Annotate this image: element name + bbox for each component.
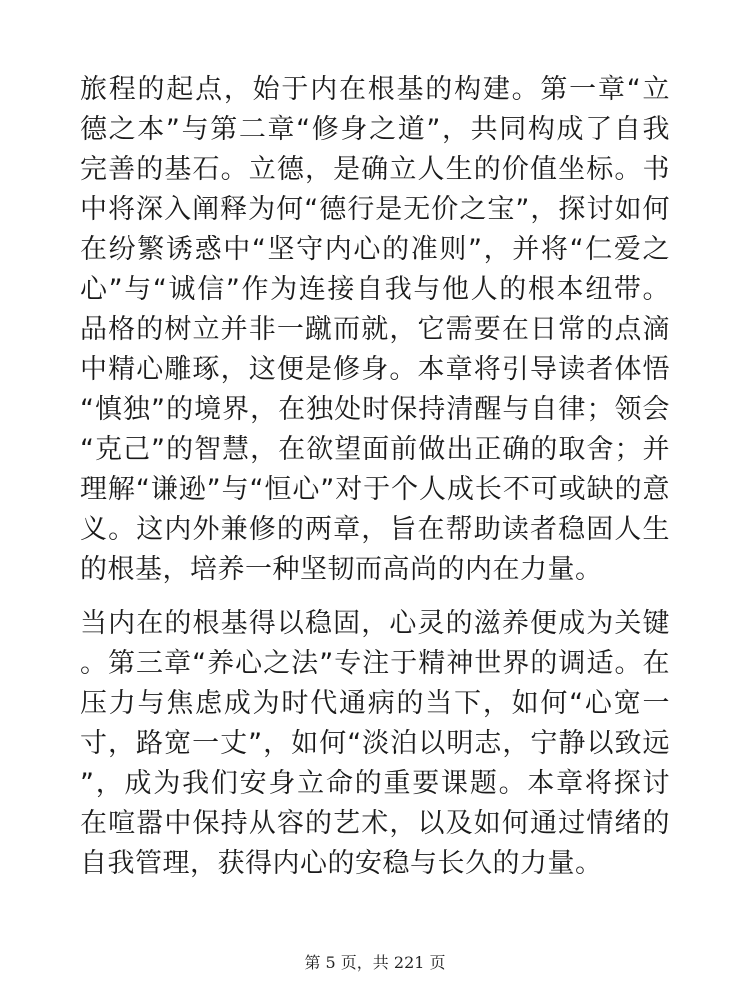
page-number: 第 5 页，共 221 页 <box>304 953 446 972</box>
body-text <box>80 70 670 884</box>
paragraph-1: 旅程的起点，始于内在根基的构建。第一章“立德之本”与第二章“修身之道”，共同构成了自我完善的基石。立德，是确立人生的价值坐标。书中将深入阐释为何“德行是无价之宝”，探讨如何在纷繁诱惑中“坚守内心的准则”，并将“仁爱之心”与“诚信”作为连接自我与他人的根本纽带。品格的树立并非一蹴而就，它需要在日常的点滴中精心雕琢，这便是修身。本章将引导读者体悟“慎独”的境界，在独处时保持清醒与自律；领会“克己”的智慧，在欲望面前做出正确的取舍；并理解“谦逊”与“恒心”对于个人成长不可或缺的意义。这内外兼修的两章，旨在帮助读者稳固人生的根基，培养一种坚韧而高尚的内在力量。 <box>80 74 670 585</box>
paragraph-2: 当内在的根基得以稳固，心灵的滋养便成为关键。第三章“养心之法”专注于精神世界的调适。在压力与焦虑成为时代通病的当下，如何“心宽一寸，路宽一丈”，如何“淡泊以明志，宁静以致远”，成为我们安身立命的重要课题。本章将探讨在喧嚣中保持从容的艺术，以及如何通过情绪的自我管理，获得内心的安稳与长久的力量。 <box>80 608 670 879</box>
